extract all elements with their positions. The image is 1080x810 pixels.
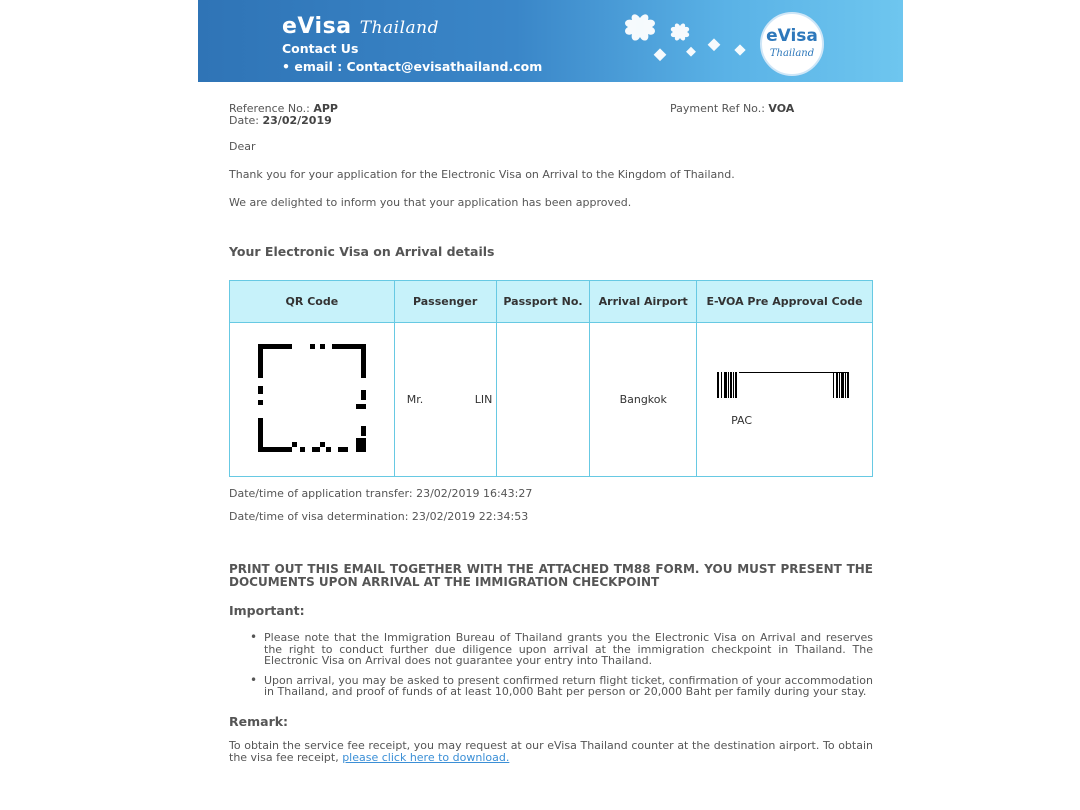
contact-label: Contact Us <box>282 41 359 56</box>
column-header-passenger: Passenger <box>394 281 496 323</box>
details-heading: Your Electronic Visa on Arrival details <box>229 244 495 259</box>
important-list <box>248 632 873 706</box>
date-label: Date: <box>229 114 259 127</box>
remark-text: To obtain the service fee receipt, you may request at our eVisa Thailand counter at the destination airport. To obtain the visa fee receipt, <box>229 739 873 764</box>
brand-logo <box>282 14 542 41</box>
contact-email: • email : Contact@evisathailand.com <box>282 59 543 74</box>
list-item: • Upon arrival, you may be asked to present confirmed return flight ticket, confirmation of your accommodation in Thailand, and proof of funds of at least 10,000 Baht per person or 20,000 Baht per family during your stay. <box>248 675 873 698</box>
date-line <box>229 114 332 127</box>
passenger-cell <box>394 323 496 477</box>
qr-cell <box>230 323 395 477</box>
badge-sub: Thailand <box>769 48 815 59</box>
important-heading: Important: <box>229 603 305 618</box>
barcode-wrap <box>697 372 872 427</box>
greeting: Dear <box>229 140 256 153</box>
approved-paragraph: We are delighted to inform you that your application has been approved. <box>229 196 632 209</box>
column-header-approval-code: E-VOA Pre Approval Code <box>697 281 873 323</box>
reference-value: APP <box>313 102 338 115</box>
barcode-icon <box>717 372 851 398</box>
date-value: 23/02/2019 <box>262 114 332 127</box>
table-header-row <box>230 281 873 323</box>
brand-logo-main: eVisa <box>282 14 352 39</box>
remark-heading: Remark: <box>229 714 289 729</box>
qr-code-icon <box>256 342 368 454</box>
brand-block <box>282 14 542 75</box>
flower-decoration-icon <box>618 10 768 70</box>
column-header-passport: Passport No. <box>496 281 590 323</box>
column-header-airport: Arrival Airport <box>590 281 697 323</box>
approval-code-cell <box>697 323 873 477</box>
remark-paragraph <box>229 740 873 764</box>
column-header-qr: QR Code <box>230 281 395 323</box>
badge-main: eVisa <box>766 26 818 46</box>
visa-details-table <box>229 280 873 477</box>
print-notice: PRINT OUT THIS EMAIL TOGETHER WITH THE ATTACHED TM88 FORM. YOU MUST PRESENT THE DOCUMENTS UPON ARRIVAL AT THE IMMIGRATION CHECKPOINT <box>229 562 873 589</box>
approval-code-text: PAC <box>731 414 753 427</box>
payment-ref-label: Payment Ref No.: <box>670 102 765 115</box>
payment-ref-value: VOA <box>768 102 795 115</box>
passenger-name: LIN <box>474 393 493 406</box>
download-receipt-link[interactable]: please click here to download. <box>342 751 510 764</box>
reference-label: Reference No.: <box>229 102 310 115</box>
thank-you-paragraph: Thank you for your application for the Electronic Visa on Arrival to the Kingdom of Thailand. <box>229 168 735 181</box>
transfer-timestamp: Date/time of application transfer: 23/02/2019 16:43:27 <box>229 487 533 500</box>
arrival-airport-cell: Bangkok <box>590 323 697 477</box>
list-item: • Please note that the Immigration Bureau of Thailand grants you the Electronic Visa on Arrival and reserves the right to conduct further due diligence upon arrival at the immigration checkpoint in Thailand. The Electronic Visa on Arrival does not guarantee your entry into Thailand. <box>248 632 873 667</box>
table-row <box>230 323 873 477</box>
determination-timestamp: Date/time of visa determination: 23/02/2019 22:34:53 <box>229 510 529 523</box>
evisa-badge-logo <box>760 12 824 76</box>
passport-cell <box>496 323 590 477</box>
brand-logo-script: Thailand <box>359 18 439 38</box>
payment-ref-line <box>670 102 794 115</box>
passenger-title: Mr. <box>406 393 424 406</box>
header-banner <box>198 0 903 82</box>
